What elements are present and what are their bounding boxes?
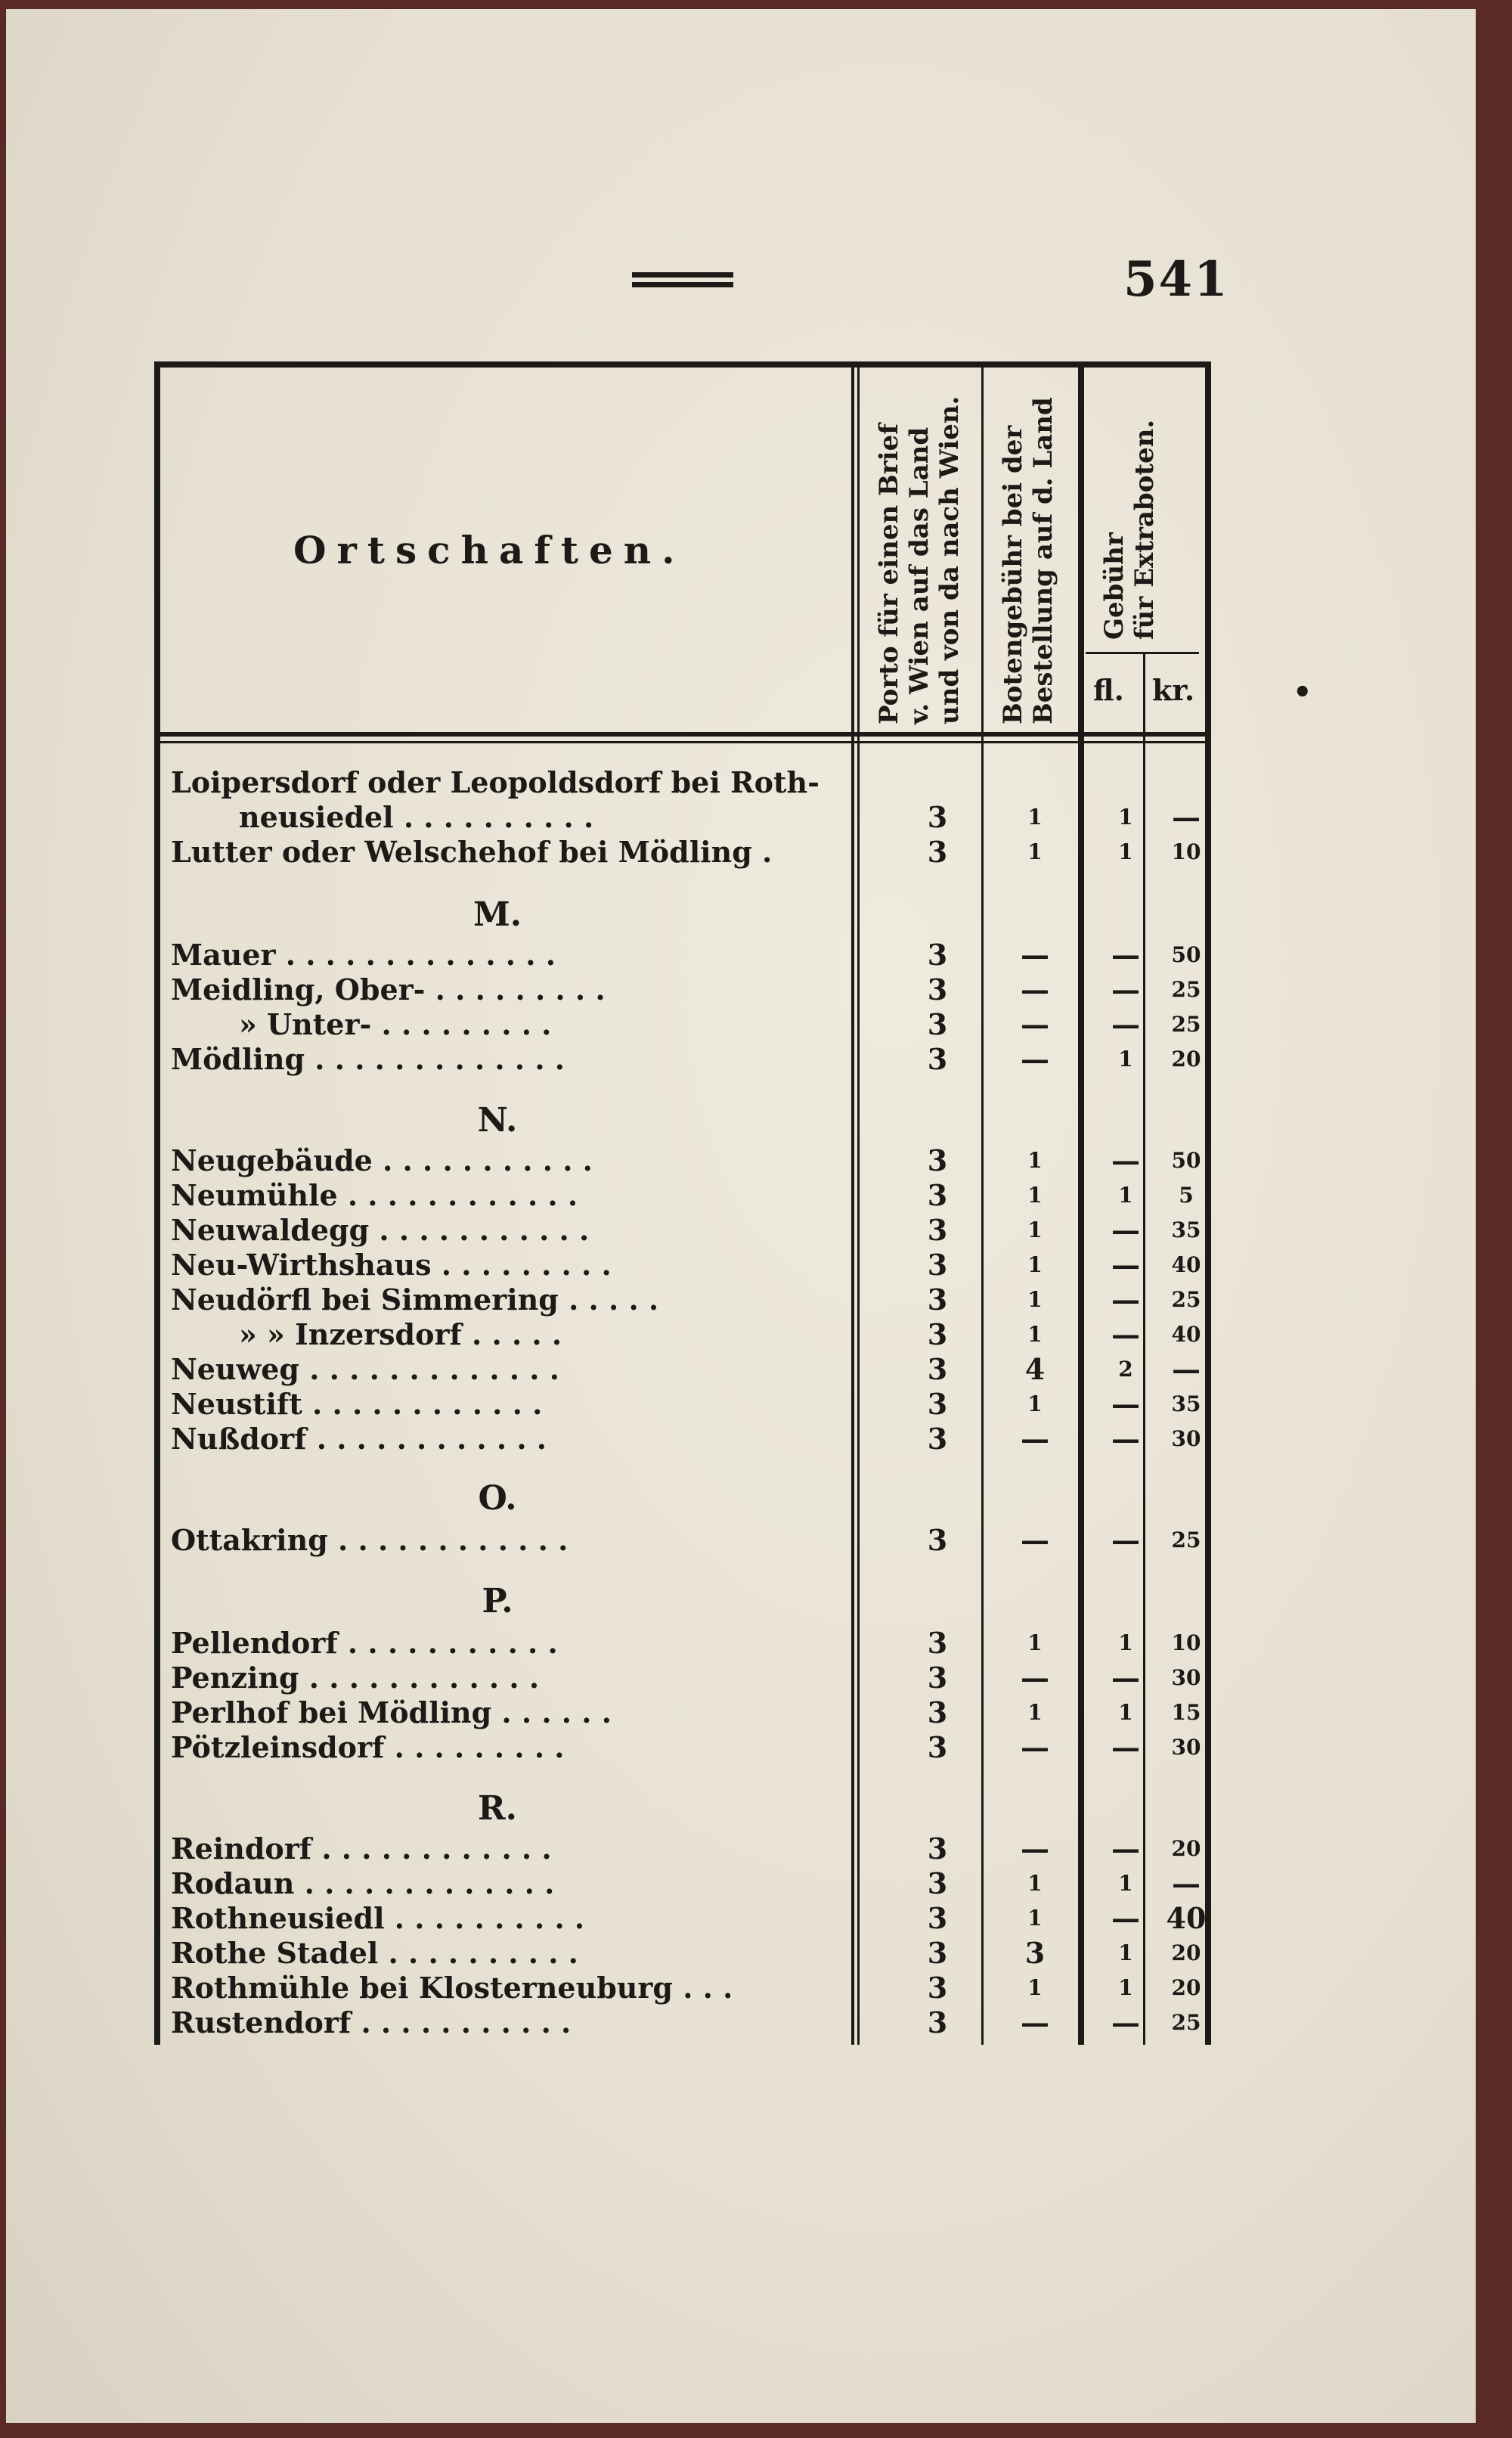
table-row — [171, 800, 1207, 835]
porto-value: 3 — [927, 1387, 948, 1421]
boten-value: 1 — [1027, 1148, 1043, 1173]
section-letter: O. — [478, 1479, 517, 1518]
boten-value: 1 — [1027, 1871, 1043, 1896]
porto-value: 3 — [927, 1422, 948, 1456]
boten-value: — — [1021, 2005, 1049, 2039]
table-row — [171, 765, 1207, 800]
place-name: Loipersdorf oder Leopoldsdorf bei Roth- — [171, 765, 820, 799]
porto-value: 3 — [927, 1901, 948, 1935]
place-name: Pellendorf . . . . . . . . . . . — [171, 1626, 558, 1660]
place-name: Pötzleinsdorf . . . . . . . . . — [171, 1730, 565, 1764]
boten-line-2: Bestellung auf d. Land — [1028, 397, 1058, 724]
porto-value: 3 — [927, 1248, 948, 1282]
table-row — [171, 1042, 1207, 1077]
fl-value: — — [1111, 1901, 1140, 1935]
section-letter: M. — [472, 895, 522, 934]
fl-value: 1 — [1118, 1047, 1133, 1072]
column-header-kr: kr. — [1152, 673, 1195, 707]
table-row — [171, 1007, 1207, 1042]
place-name: Neu-Wirthshaus . . . . . . . . . — [171, 1248, 612, 1282]
place-name: Rothneusiedl . . . . . . . . . . — [171, 1901, 585, 1935]
table-row — [171, 1832, 1207, 1866]
kr-value: 40 — [1166, 1901, 1207, 1935]
porto-value: 3 — [927, 800, 948, 834]
boten-value: — — [1021, 1007, 1049, 1041]
kr-value: — — [1172, 800, 1201, 834]
fl-value: — — [1111, 1387, 1140, 1421]
table-row — [171, 972, 1207, 1007]
boten-value: 1 — [1027, 1700, 1043, 1725]
place-name: Neuwaldegg . . . . . . . . . . . — [171, 1213, 590, 1247]
table-row — [171, 1626, 1207, 1661]
fl-value: — — [1111, 1317, 1140, 1351]
table-row — [171, 1866, 1207, 1901]
boten-line-1: Botengebühr bei der — [998, 425, 1028, 724]
kr-value: 35 — [1171, 1391, 1201, 1416]
table-row — [171, 1352, 1207, 1387]
table-row — [171, 835, 1207, 870]
porto-value: 3 — [927, 972, 948, 1007]
porto-value: 3 — [927, 1007, 948, 1041]
table-row — [171, 1422, 1207, 1456]
porto-value: 3 — [927, 1523, 948, 1557]
section-letter: N. — [477, 1101, 518, 1140]
table-row — [171, 1661, 1207, 1695]
fl-value: — — [1111, 1523, 1140, 1557]
place-name: Ottakring . . . . . . . . . . . . — [171, 1523, 569, 1557]
table-row — [171, 1248, 1207, 1283]
boten-value: 1 — [1027, 1183, 1043, 1208]
kr-value: 25 — [1171, 1287, 1201, 1312]
place-name: Meidling, Ober- . . . . . . . . . — [171, 972, 606, 1007]
fl-value: 2 — [1118, 1357, 1133, 1382]
table-row — [171, 938, 1207, 972]
porto-value: 3 — [927, 2005, 948, 2039]
porto-value: 3 — [927, 1352, 948, 1386]
table-row — [171, 1283, 1207, 1317]
boten-value: — — [1021, 972, 1049, 1007]
place-name: Neudörfl bei Simmering . . . . . — [171, 1283, 659, 1317]
boten-value: 1 — [1027, 805, 1043, 830]
place-name: Neustift . . . . . . . . . . . . — [171, 1387, 543, 1421]
boten-value: — — [1021, 1042, 1049, 1076]
kr-value: 25 — [1171, 1528, 1201, 1552]
porto-value: 3 — [927, 1661, 948, 1695]
porto-value: 3 — [927, 835, 948, 869]
porto-value: 3 — [927, 1695, 948, 1729]
porto-value: 3 — [927, 1213, 948, 1247]
fl-value: — — [1111, 1007, 1140, 1041]
table-row — [171, 1901, 1207, 1936]
column-header-ortschaften: Ortschaften. — [293, 528, 686, 572]
table-row — [171, 1730, 1207, 1765]
table-row — [171, 1936, 1207, 1971]
place-name: Rustendorf . . . . . . . . . . . — [171, 2005, 572, 2039]
table-row — [171, 1971, 1207, 2005]
fl-value: — — [1111, 1422, 1140, 1456]
fl-value: — — [1111, 2005, 1140, 2039]
porto-value: 3 — [927, 1283, 948, 1317]
header-divider-top — [160, 732, 1205, 737]
column-header-fl: fl. — [1093, 673, 1124, 707]
boten-value: 1 — [1027, 1630, 1043, 1655]
column-header-extraboten — [1099, 420, 1160, 640]
kr-value: 20 — [1171, 1975, 1201, 2000]
boten-value: — — [1021, 1523, 1049, 1557]
section-letter: R. — [478, 1789, 517, 1828]
place-name: Rothe Stadel . . . . . . . . . . — [171, 1936, 578, 1970]
kr-value: — — [1172, 1352, 1201, 1386]
porto-value: 3 — [927, 1042, 948, 1076]
boten-value: — — [1021, 938, 1049, 972]
boten-value: 3 — [1024, 1936, 1046, 1970]
fl-value: — — [1111, 972, 1140, 1007]
kr-value: 20 — [1171, 1940, 1201, 1965]
fl-value: — — [1111, 1143, 1140, 1177]
porto-line-2: v. Wien auf das Land — [904, 426, 934, 724]
porto-value: 3 — [927, 1730, 948, 1764]
kr-value: 40 — [1171, 1252, 1201, 1277]
place-name: Nußdorf . . . . . . . . . . . . — [171, 1422, 547, 1456]
boten-value: 1 — [1027, 1906, 1043, 1931]
kr-value: 25 — [1171, 977, 1201, 1002]
kr-value: 30 — [1171, 1426, 1201, 1451]
fl-value: 1 — [1118, 805, 1133, 830]
kr-value: 20 — [1171, 1047, 1201, 1072]
column-header-porto — [874, 396, 965, 724]
place-name: Neumühle . . . . . . . . . . . . — [171, 1178, 578, 1212]
section-letter: P. — [482, 1582, 513, 1621]
extra-line-1: Gebühr — [1099, 532, 1129, 640]
porto-value: 3 — [927, 938, 948, 972]
kr-value: 20 — [1171, 1836, 1201, 1861]
fl-value: 1 — [1118, 1700, 1133, 1725]
porto-value: 3 — [927, 1832, 948, 1866]
fl-value: — — [1111, 1283, 1140, 1317]
page-number: 541 — [1123, 251, 1229, 308]
header-rule — [632, 272, 733, 287]
boten-value: 1 — [1027, 1252, 1043, 1277]
boten-value: 4 — [1024, 1352, 1046, 1386]
fl-value: 1 — [1118, 1975, 1133, 2000]
kr-value: 25 — [1171, 2010, 1201, 2035]
kr-value: 40 — [1171, 1322, 1201, 1347]
place-name: neusiedel . . . . . . . . . . — [239, 800, 594, 834]
kr-value: 50 — [1171, 942, 1201, 967]
place-name: Reindorf . . . . . . . . . . . . — [171, 1832, 552, 1866]
kr-value: 35 — [1171, 1217, 1201, 1242]
place-name: Rodaun . . . . . . . . . . . . . — [171, 1866, 555, 1900]
place-name: Mauer . . . . . . . . . . . . . . — [171, 938, 556, 972]
boten-value: 1 — [1027, 1287, 1043, 1312]
porto-value: 3 — [927, 1971, 948, 2005]
fl-value: 1 — [1118, 1871, 1133, 1896]
table-row — [171, 1143, 1207, 1178]
table-row — [171, 1695, 1207, 1730]
boten-value: — — [1021, 1832, 1049, 1866]
kr-value: 15 — [1171, 1700, 1201, 1725]
porto-value: 3 — [927, 1936, 948, 1970]
place-name: Mödling . . . . . . . . . . . . . — [171, 1042, 565, 1076]
book-page — [6, 9, 1476, 2423]
boten-value: 1 — [1027, 1322, 1043, 1347]
fl-value: 1 — [1118, 839, 1133, 864]
stray-mark: • — [1293, 675, 1312, 710]
boten-value: 1 — [1027, 1391, 1043, 1416]
fl-value: 1 — [1118, 1183, 1133, 1208]
kr-value: 10 — [1171, 1630, 1201, 1655]
column-header-botengebuehr — [998, 397, 1058, 724]
kr-value: 5 — [1179, 1183, 1194, 1208]
fl-value: — — [1111, 1248, 1140, 1282]
porto-value: 3 — [927, 1143, 948, 1177]
fl-value: 1 — [1118, 1630, 1133, 1655]
extraboten-subdivider — [1086, 652, 1199, 654]
fl-value: — — [1111, 1832, 1140, 1866]
fl-value: — — [1111, 1730, 1140, 1764]
place-name: » Unter- . . . . . . . . . — [239, 1007, 552, 1041]
header-divider-bottom — [160, 741, 1205, 743]
kr-value: 30 — [1171, 1665, 1201, 1690]
kr-value: 50 — [1171, 1148, 1201, 1173]
place-name: Penzing . . . . . . . . . . . . — [171, 1661, 540, 1695]
fl-value: — — [1111, 1661, 1140, 1695]
boten-value: 1 — [1027, 1217, 1043, 1242]
porto-value: 3 — [927, 1866, 948, 1900]
boten-value: 1 — [1027, 839, 1043, 864]
table-row — [171, 1387, 1207, 1422]
boten-value: — — [1021, 1422, 1049, 1456]
fl-value: 1 — [1118, 1940, 1133, 1965]
place-name: Neugebäude . . . . . . . . . . . — [171, 1143, 593, 1177]
kr-value: 10 — [1171, 839, 1201, 864]
porto-value: 3 — [927, 1178, 948, 1212]
porto-value: 3 — [927, 1626, 948, 1660]
kr-value: 25 — [1171, 1012, 1201, 1037]
place-name: Rothmühle bei Klosterneuburg . . . — [171, 1971, 733, 2005]
fl-value: — — [1111, 938, 1140, 972]
extra-line-2: für Extraboten. — [1129, 419, 1160, 640]
porto-value: 3 — [927, 1317, 948, 1351]
table-row — [171, 1523, 1207, 1558]
place-name: Neuweg . . . . . . . . . . . . . — [171, 1352, 559, 1386]
kr-value: 30 — [1171, 1735, 1201, 1760]
boten-value: — — [1021, 1730, 1049, 1764]
table-row — [171, 2005, 1207, 2040]
porto-line-3: und von da nach Wien. — [934, 395, 965, 724]
kr-value: — — [1172, 1866, 1201, 1900]
place-name: Perlhof bei Mödling . . . . . . — [171, 1695, 612, 1729]
table-row — [171, 1317, 1207, 1352]
table-row — [171, 1178, 1207, 1213]
porto-line-1: Porto für einen Brief — [874, 423, 904, 724]
place-name: Lutter oder Welschehof bei Mödling . — [171, 835, 773, 869]
fl-value: — — [1111, 1213, 1140, 1247]
boten-value: 1 — [1027, 1975, 1043, 2000]
place-name: » » Inzersdorf . . . . . — [239, 1317, 562, 1351]
boten-value: — — [1021, 1661, 1049, 1695]
table-row — [171, 1213, 1207, 1248]
